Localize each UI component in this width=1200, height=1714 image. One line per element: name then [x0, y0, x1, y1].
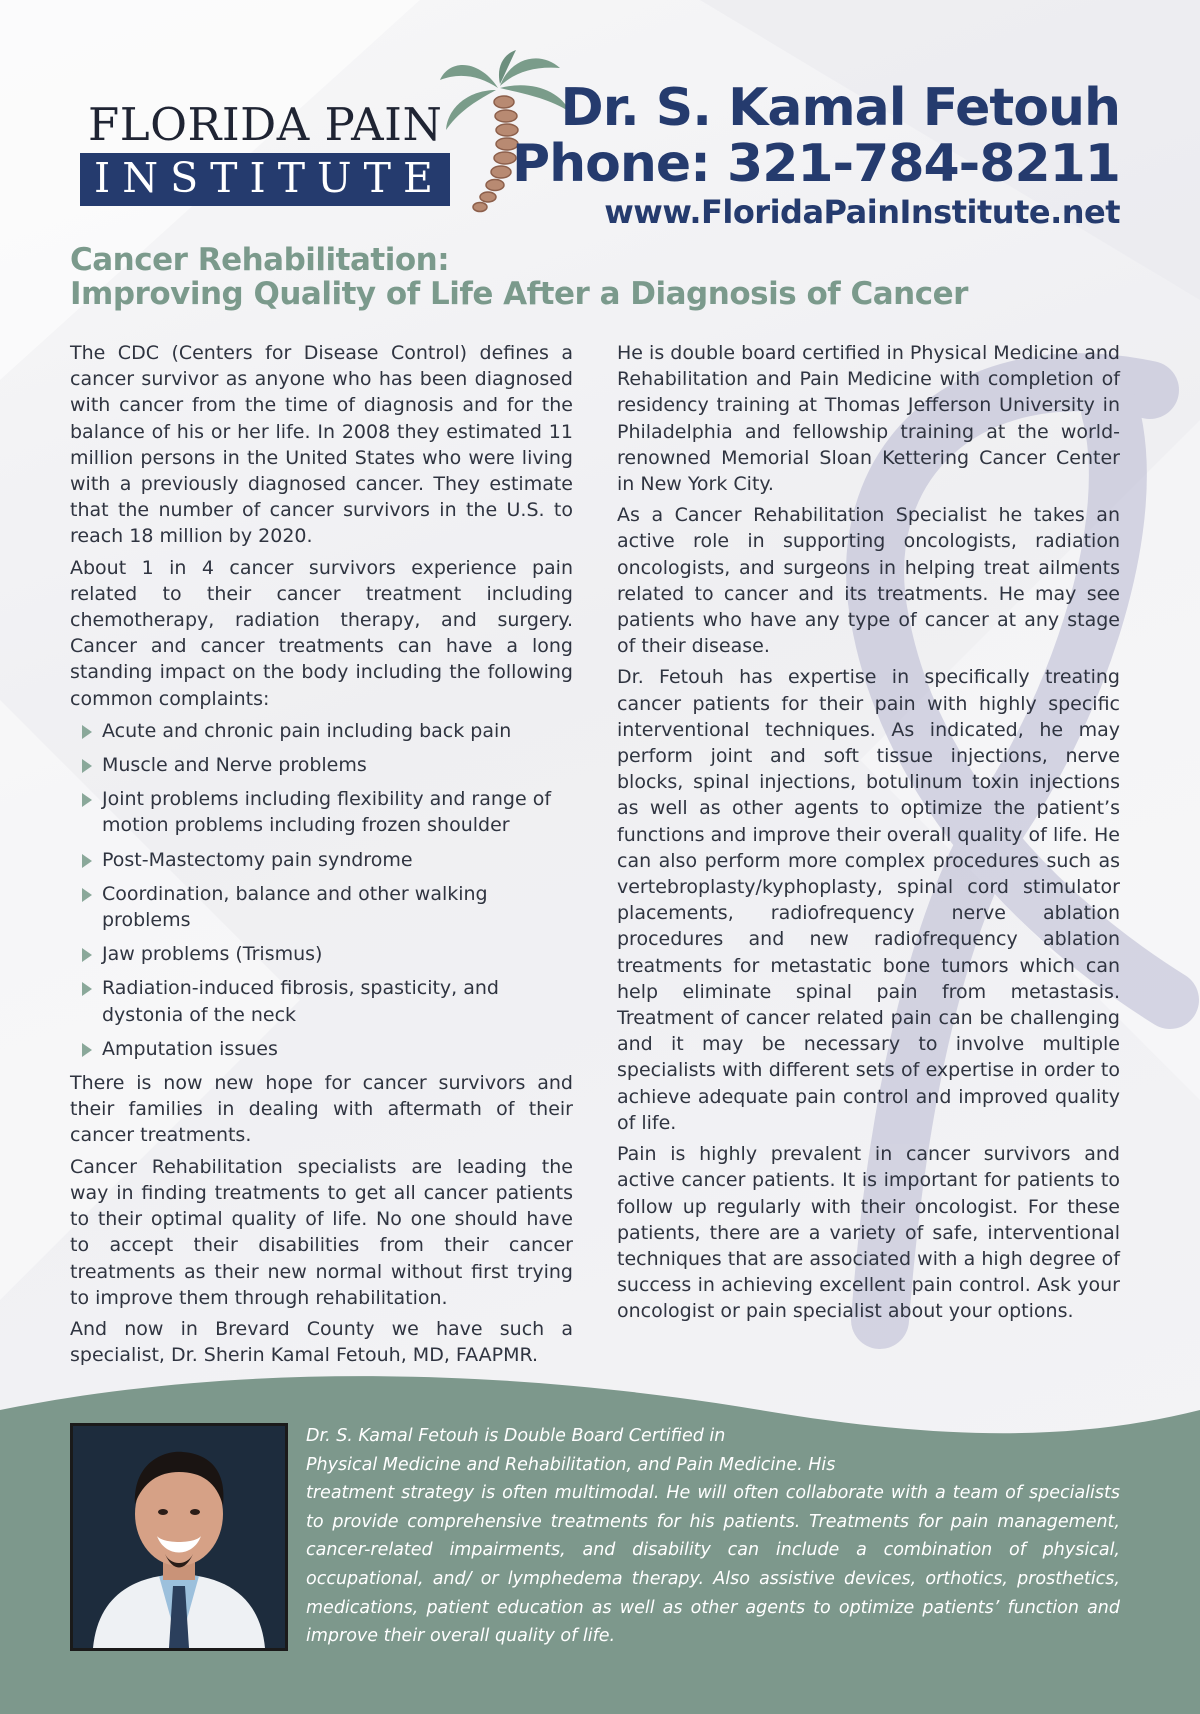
paragraph: Cancer Rehabilitation specialists are leading the way in finding treatments to get all cancer patients to their optimal quality of life. No one should have to accept their disabilities from their cancer treatments as their new normal without first trying to improve them through rehabilitation.: [70, 1155, 573, 1309]
header: [0, 0, 1200, 240]
doctor-photo: [70, 1423, 288, 1651]
triangle-bullet-icon: [82, 725, 92, 739]
left-column: [70, 340, 573, 1373]
paragraph: About 1 in 4 cancer survivors experience pain related to their cancer treatment including chemotherapy, radiation therapy, and surgery. Cancer and cancer treatments can have a long standing impact on the body including the following common complaints:: [70, 556, 573, 710]
list-item-text: Coordination, balance and other walking problems: [102, 882, 488, 932]
title-line2: Improving Quality of Life After a Diagnosis of Cancer: [70, 276, 968, 312]
paragraph: And now in Brevard County we have such a specialist, Dr. Sherin Kamal Fetouh, MD, FAAPMR.: [70, 1317, 573, 1367]
doctor-portrait-image: [73, 1426, 285, 1648]
list-item-text: Post-Mastectomy pain syndrome: [102, 848, 413, 871]
list-item-text: Joint problems including flexibility and range of motion problems including frozen shoulder: [102, 788, 552, 837]
triangle-bullet-icon: [82, 854, 92, 868]
paragraph: Dr. Fetouh has expertise in specifically treating cancer patients for their pain with highly specific interventional techniques. As indicated, he may perform joint and soft tissue injections, nerve blocks, spinal injections, botulinum toxin injections as well as other agents to optimize the patient’s functions and improve their overall quality of life. He can also perform more complex procedures such as vertebroplasty/kyphoplasty, spinal cord stimulator placements, radiofrequency nerve ablation procedures and new radiofrequency ablation treatments for metastatic bone tumors which can help eliminate spinal pain from metastasis. Treatment of cancer related pain can be challenging and it may be necessary to involve multiple specialists with different sets of expertise in order to achieve adequate pain control and improved quality of life.: [617, 666, 1120, 1134]
list-item: [70, 718, 573, 744]
article-title: [70, 243, 968, 311]
doctor-name: Dr. S. Kamal Fetouh: [560, 78, 1120, 138]
list-item: [70, 786, 573, 838]
bio-line1: Dr. S. Kamal Fetouh is Double Board Certified in: [306, 1426, 726, 1446]
paragraph: Pain is highly prevalent in cancer survivors and active cancer patients. It is important for patients to follow up regularly with their oncologist. For these patients, there are a variety of safe, interventional techniques that are associated with a high degree of success in achieving excellent pain control. Ask your oncologist or pain specialist about your options.: [617, 1143, 1120, 1323]
list-item-text: Muscle and Nerve problems: [102, 754, 367, 777]
triangle-bullet-icon: [82, 982, 92, 996]
list-item-text: Jaw problems (Trismus): [102, 943, 323, 966]
contact-block: [512, 80, 1120, 232]
paragraph: He is double board certified in Physical Medicine and Rehabilitation and Pain Medicine with completion of residency training at Thomas Jefferson University in Philadelphia and fellowship training at the world-renowned Memorial Sloan Kettering Cancer Center in New York City.: [617, 342, 1120, 496]
list-item: [70, 941, 573, 967]
complaints-list: [70, 718, 573, 1062]
list-item-text: Radiation-induced fibrosis, spasticity, and dystonia of the neck: [102, 977, 499, 1026]
florida-pain-institute-logo: [80, 50, 530, 220]
list-item: [70, 752, 573, 778]
triangle-bullet-icon: [82, 1043, 92, 1057]
title-line1: Cancer Rehabilitation:: [70, 242, 450, 278]
triangle-bullet-icon: [82, 948, 92, 962]
right-column: [617, 340, 1120, 1330]
paragraph: There is now new hope for cancer survivors and their families in dealing with aftermath of their cancer treatments.: [70, 1072, 573, 1147]
triangle-bullet-icon: [82, 888, 92, 902]
bio-text: treatment strategy is often multimodal. He will often collaborate with a team of specialists to provide comprehensive treatments for his patients. Treatments for pain management, cancer-related impairments, and disability can include a combination of physical, occupational, and/ or lymphedema therapy. Also assistive devices, orthotics, prosthetics, medications, patient education as well as other agents to optimize patients’ function and improve their overall quality of life.: [306, 1483, 1120, 1647]
logo-line1: FLORIDA PAIN: [88, 98, 443, 151]
doctor-bio: [306, 1422, 1120, 1651]
list-item: [70, 881, 573, 933]
paragraph: The CDC (Centers for Disease Control) defines a cancer survivor as anyone who has been diagnosed with cancer from the time of diagnosis and for the balance of his or her life. In 2008 they estimated 11 million persons in the United States who were living with a previously diagnosed cancer. They estimate that the number of cancer survivors in the U.S. to reach 18 million by 2020.: [70, 342, 573, 548]
triangle-bullet-icon: [82, 759, 92, 773]
phone-number[interactable]: Phone: 321-784-8211: [511, 134, 1120, 194]
logo-line2: INSTITUTE: [94, 154, 445, 202]
triangle-bullet-icon: [82, 793, 92, 807]
list-item: [70, 975, 573, 1027]
bio-line2: Physical Medicine and Rehabilitation, and Pain Medicine. His: [306, 1454, 836, 1475]
website-link[interactable]: www.FloridaPainInstitute.net: [604, 193, 1120, 231]
list-item: [70, 1036, 573, 1062]
list-item: [70, 847, 573, 873]
list-item-text: Amputation issues: [102, 1037, 278, 1060]
paragraph: As a Cancer Rehabilitation Specialist he takes an active role in supporting oncologists, radiation oncologists, and surgeons in helping treat ailments related to cancer and its treatments. He may see patients who have any type of cancer at any stage of their disease.: [617, 504, 1120, 658]
list-item-text: Acute and chronic pain including back pain: [102, 719, 512, 742]
